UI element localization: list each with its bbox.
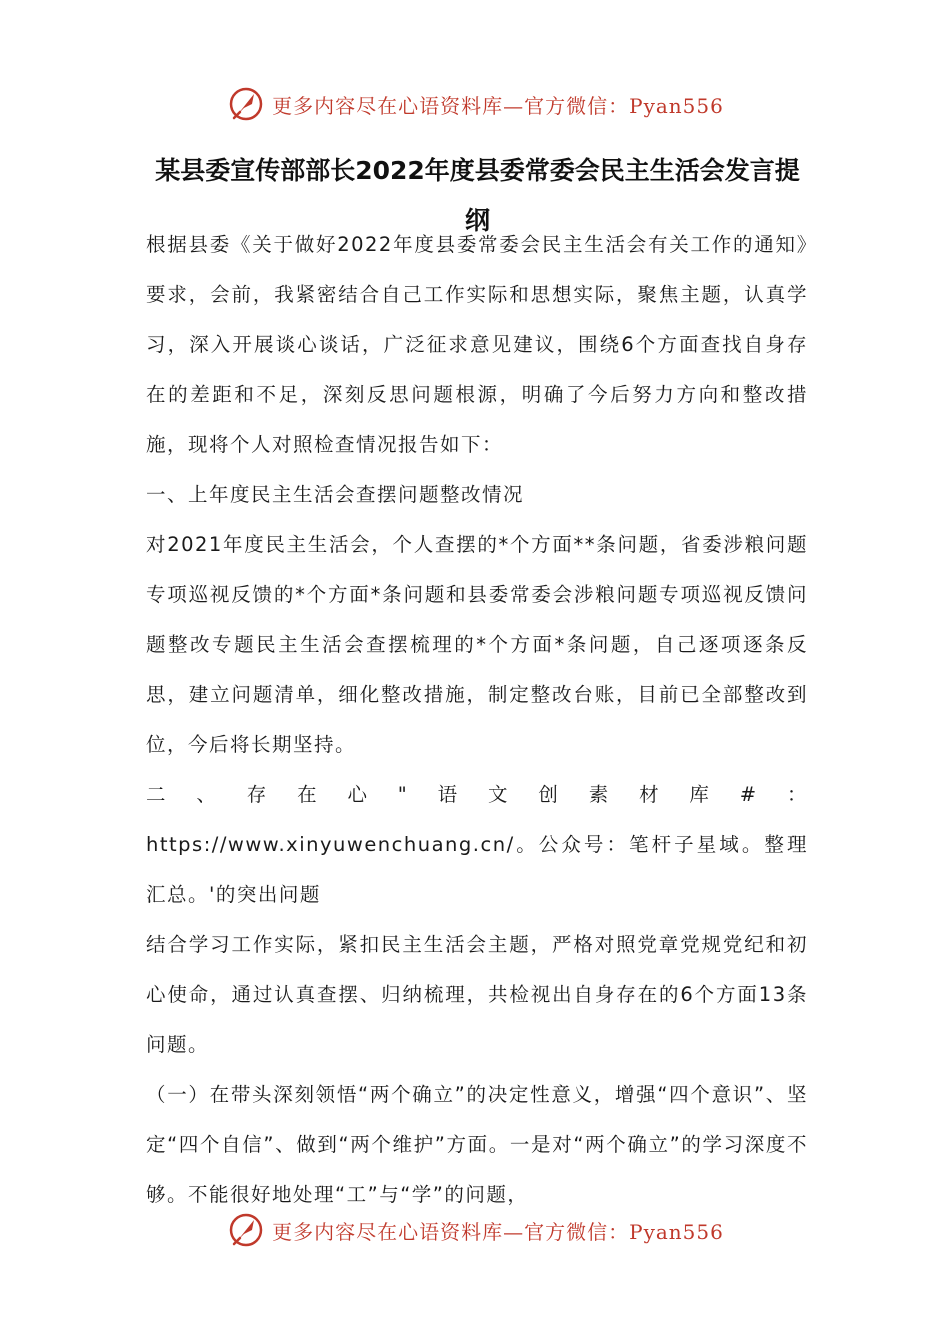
paragraph-section-2: 结合学习工作实际，紧扣民主生活会主题，严格对照党章党规党纪和初心使命，通过认真查摆、归纳梳理，共检视出自身存在的6个方面13条问题。	[146, 933, 808, 1056]
heading-section-1: 一、上年度民主生活会查摆问题整改情况	[146, 483, 525, 506]
paragraph-subsection-1: （一）在带头深刻领悟“两个确立”的决定性意义，增强“四个意识”、坚定“四个自信”、做到“两个维护”方面。一是对“两个确立”的学习深度不够。不能很好地处理“工”与“学”的问题，	[146, 1083, 808, 1206]
heading-section-2: 二、存在心"语文创素材库#：https://www.xinyuwenchuang.cn/。公众号：笔杆子星域。整理汇总。'的突出问题	[146, 783, 808, 906]
document-body	[146, 220, 808, 1220]
watermark-text: 更多内容尽在心语资料库—官方微信：Pyan556	[272, 93, 724, 118]
quill-logo-icon	[226, 1210, 266, 1250]
watermark-banner-top	[0, 80, 950, 128]
paragraph-intro: 根据县委《关于做好2022年度县委常委会民主生活会有关工作的通知》要求，会前，我紧密结合自己工作实际和思想实际，聚焦主题，认真学习，深入开展谈心谈话，广泛征求意见建议，围绕6个方面查找自身存在的差距和不足，深刻反思问题根源，明确了今后努力方向和整改措施，现将个人对照检查情况报告如下：	[146, 233, 808, 456]
watermark-banner-bottom	[0, 1206, 950, 1254]
quill-logo-icon	[226, 84, 266, 124]
paragraph-section-1: 对2021年度民主生活会，个人查摆的*个方面**条问题，省委涉粮问题专项巡视反馈的*个方面*条问题和县委常委会涉粮问题专项巡视反馈问题整改专题民主生活会查摆梳理的*个方面*条问题，自己逐项逐条反思，建立问题清单，细化整改措施，制定整改台账，目前已全部整改到位，今后将长期坚持。	[146, 533, 808, 756]
watermark-text: 更多内容尽在心语资料库—官方微信：Pyan556	[272, 1219, 724, 1244]
document-title: 某县委宣传部部长2022年度县委常委会民主生活会发言提纲	[155, 156, 800, 235]
